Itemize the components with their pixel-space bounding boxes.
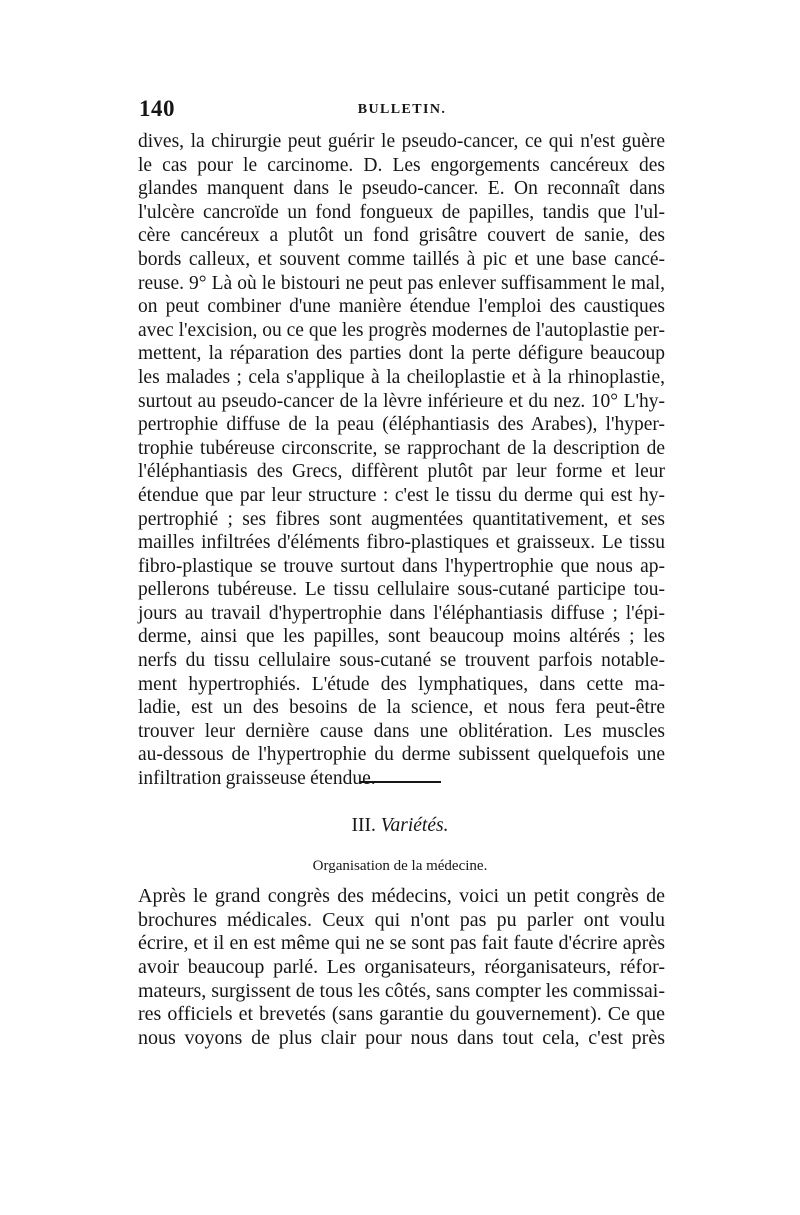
- text-line: pellerons tubéreuse. Le tissu cellulaire sous-cutané participe tou-: [138, 579, 665, 601]
- text-line: écrire, et il en est même qui ne se sont pas fait faute d'écrire après: [138, 932, 665, 955]
- text-line: brochures médicales. Ceux qui n'ont pas pu parler ont voulu: [138, 908, 665, 931]
- text-line: jours au travail d'hypertrophie dans l'éléphantiasis diffuse ; l'épi-: [138, 602, 665, 624]
- subsection-title: Organisation de la médecine.: [312, 858, 488, 874]
- text-line: dives, la chirurgie peut guérir le pseudo-cancer, ce qui n'est guère: [138, 131, 665, 152]
- text-line: nerfs du tissu cellulaire sous-cutané se trouvent parfois notable-: [138, 650, 665, 672]
- text-line: nous voyons de plus clair pour nous dans tout cela, c'est près: [138, 1027, 665, 1050]
- text-line: glandes manquent dans le pseudo-cancer. E. On reconnaît dans: [138, 178, 665, 200]
- text-line: mateurs, surgissent de tous les côtés, sans compter les commissai-: [138, 979, 665, 1002]
- section-number: III.: [351, 815, 376, 836]
- text-line: l'ulcère cancroïde un fond fongueux de papilles, tandis que l'ul-: [138, 201, 665, 223]
- page-header: [139, 96, 665, 126]
- page-number: 140: [139, 96, 175, 121]
- section-title: [0, 815, 800, 837]
- section-name: Variétés.: [380, 815, 449, 836]
- section-text: [138, 885, 665, 1051]
- text-line: ladie, est un des besoins de la science, et nous fera peut-être: [138, 697, 665, 719]
- text-line: bords calleux, et souvent comme taillés à pic et une base cancé-: [138, 248, 665, 270]
- text-line: pertrophié ; ses fibres sont augmentées quantitativement, et ses: [138, 508, 665, 530]
- text-line: l'éléphantiasis des Grecs, diffèrent plutôt par leur forme et leur: [138, 461, 665, 483]
- text-line: ment hypertrophiés. L'étude des lymphatiques, dans cette ma-: [138, 673, 665, 695]
- text-line: trophie tubéreuse circonscrite, se rapprochant de la description de: [138, 437, 665, 459]
- text-line: pertrophie diffuse de la peau (éléphantiasis des Arabes), l'hyper-: [138, 414, 665, 436]
- body-text: [138, 130, 665, 791]
- text-line: avec l'excision, ou ce que les progrès modernes de l'autoplastie per-: [138, 319, 665, 341]
- text-line: les malades ; cela s'applique à la cheiloplastie et à la rhinoplastie,: [138, 366, 665, 388]
- text-line: fibro-plastique se trouve surtout dans l'hypertrophie que nous ap-: [138, 555, 665, 577]
- text-line: on peut combiner d'une manière étendue l'emploi des caustiques: [138, 296, 665, 318]
- text-line: mettent, la réparation des parties dont la perte défigure beaucoup: [138, 343, 665, 365]
- text-line: mailles infiltrées d'éléments fibro-plastiques et graisseux. Le tissu: [138, 532, 665, 554]
- text-line: surtout au pseudo-cancer de la lèvre inférieure et du nez. 10° L'hy-: [138, 390, 665, 412]
- text-line: au-dessous de l'hypertrophie du derme subissent quelquefois une: [138, 744, 665, 766]
- text-line: res officiels et brevetés (sans garantie du gouvernement). Ce que: [138, 1003, 665, 1026]
- text-line: avoir beaucoup parlé. Les organisateurs, réorganisateurs, réfor-: [138, 956, 665, 979]
- text-line: Après le grand congrès des médecins, voici un petit congrès de: [138, 885, 665, 907]
- text-line: trouver leur dernière cause dans une oblitération. Les muscles: [138, 720, 665, 742]
- text-line: le cas pour le carcinome. D. Les engorgements cancéreux des: [138, 154, 665, 176]
- text-line: étendue que par leur structure : c'est le tissu du derme qui est hy-: [138, 484, 665, 506]
- text-line: infiltration graisseuse étendue.: [138, 768, 376, 790]
- running-head: BULLETIN.: [357, 102, 447, 117]
- text-line: cère cancéreux a plutôt un fond grisâtre couvert de sanie, des: [138, 225, 665, 247]
- section-divider: [359, 781, 441, 783]
- text-line: reuse. 9° Là où le bistouri ne peut pas enlever suffisamment le mal,: [138, 272, 665, 294]
- text-line: derme, ainsi que les papilles, sont beaucoup moins altérés ; les: [138, 626, 665, 648]
